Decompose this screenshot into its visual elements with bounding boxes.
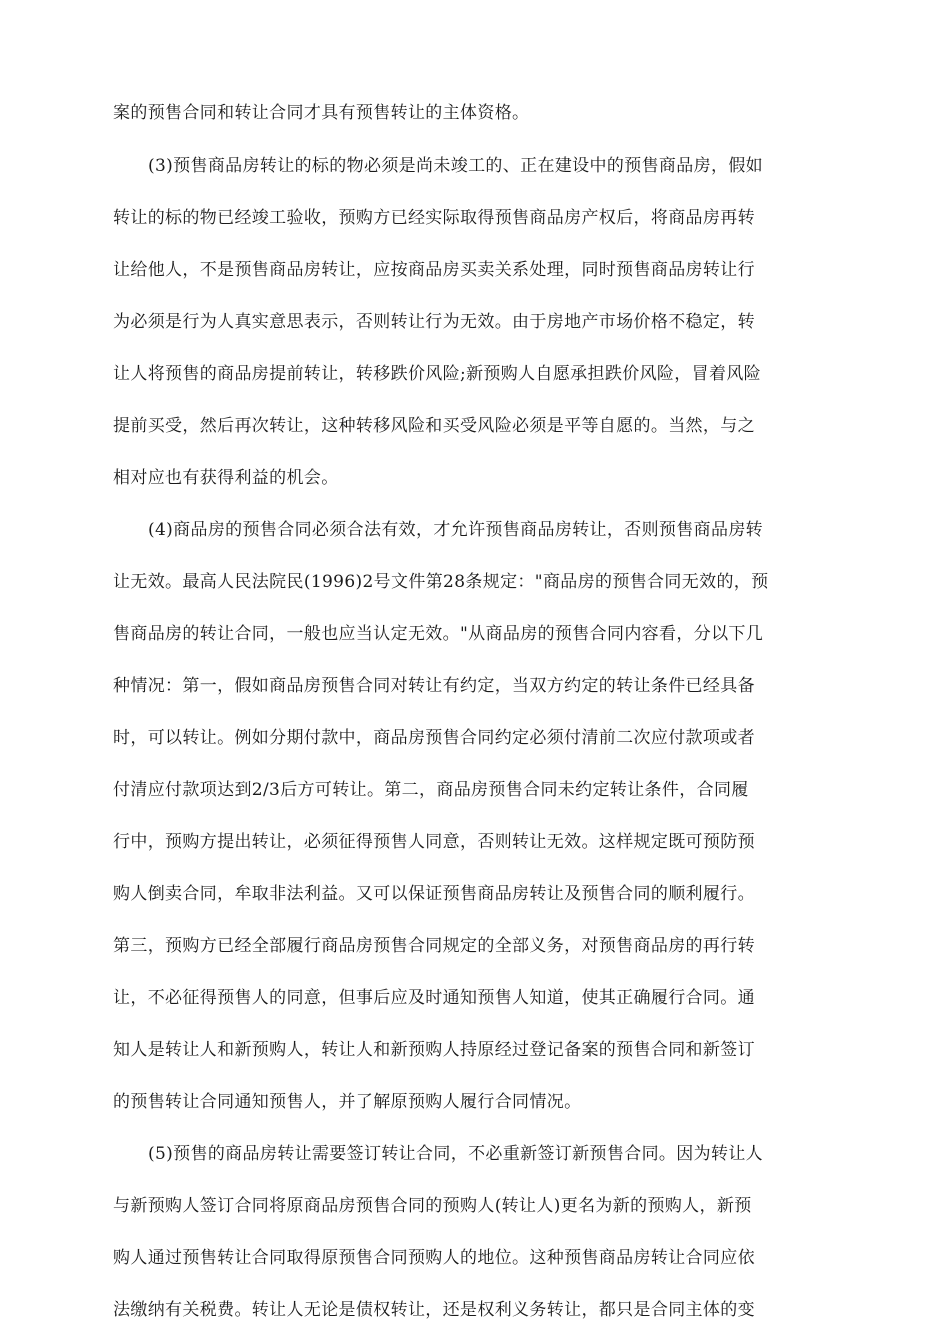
- text-line: 转让的标的物已经竣工验收，预购方已经实际取得预售商品房产权后，将商品房再转: [113, 208, 755, 228]
- paragraph-4-start: (4)商品房的预售合同必须合法有效，才允许预售商品房转让，否则预售商品房转: [148, 520, 764, 540]
- text-line: 案的预售合同和转让合同才具有预售转让的主体资格。: [113, 103, 530, 123]
- text-line: 行中，预购方提出转让，必须征得预售人同意，否则转让无效。这样规定既可预防预: [113, 832, 755, 852]
- text-line: 售商品房的转让合同，一般也应当认定无效。"从商品房的预售合同内容看，分以下几: [113, 624, 764, 644]
- text-line: 让给他人，不是预售商品房转让，应按商品房买卖关系处理，同时预售商品房转让行: [113, 260, 755, 280]
- paragraph-3-start: (3)预售商品房转让的标的物必须是尚未竣工的、正在建设中的预售商品房，假如: [148, 156, 764, 176]
- text-line: 让，不必征得预售人的同意，但事后应及时通知预售人知道，使其正确履行合同。通: [113, 988, 755, 1008]
- text-line: 种情况：第一，假如商品房预售合同对转让有约定，当双方约定的转让条件已经具备: [113, 676, 755, 696]
- text-line: 付清应付款项达到2/3后方可转让。第二，商品房预售合同未约定转让条件，合同履: [113, 780, 749, 800]
- text-line: 知人是转让人和新预购人，转让人和新预购人持原经过登记备案的预售合同和新签订: [113, 1040, 755, 1060]
- text-line: 让人将预售的商品房提前转让，转移跌价风险;新预购人自愿承担跌价风险，冒着风险: [113, 364, 762, 384]
- text-line: 购人倒卖合同，牟取非法利益。又可以保证预售商品房转让及预售合同的顺利履行。: [113, 884, 755, 904]
- text-line: 的预售转让合同通知预售人，并了解原预购人履行合同情况。: [113, 1092, 582, 1112]
- text-line: 让无效。最高人民法院民(1996)2号文件第28条规定："商品房的预售合同无效的，预: [113, 572, 769, 592]
- text-line: 相对应也有获得利益的机会。: [113, 468, 339, 488]
- text-line: 购人通过预售转让合同取得原预售合同预购人的地位。这种预售商品房转让合同应依: [113, 1248, 755, 1268]
- paragraph-5-start: (5)预售的商品房转让需要签订转让合同，不必重新签订新预售合同。因为转让人: [148, 1144, 764, 1164]
- text-line: 与新预购人签订合同将原商品房预售合同的预购人(转让人)更名为新的预购人，新预: [113, 1196, 752, 1216]
- text-line: 第三，预购方已经全部履行商品房预售合同规定的全部义务，对预售商品房的再行转: [113, 936, 755, 956]
- text-line: 法缴纳有关税费。转让人无论是债权转让，还是权利义务转让，都只是合同主体的变: [113, 1300, 755, 1320]
- text-line: 提前买受，然后再次转让，这种转移风险和买受风险必须是平等自愿的。当然，与之: [113, 416, 755, 436]
- text-line: 为必须是行为人真实意思表示，否则转让行为无效。由于房地产市场价格不稳定，转: [113, 312, 755, 332]
- text-line: 时，可以转让。例如分期付款中，商品房预售合同约定必须付清前二次应付款项或者: [113, 728, 755, 748]
